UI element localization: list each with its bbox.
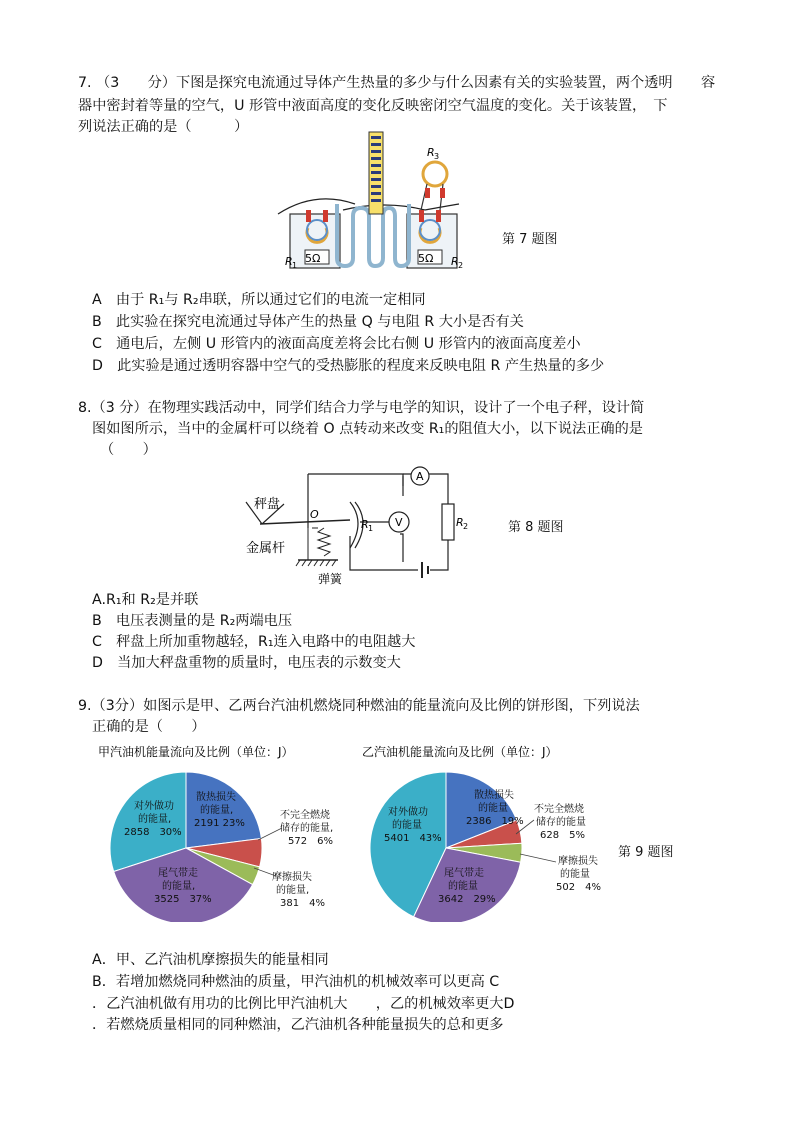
q8-scale-circuit-figure bbox=[238, 462, 474, 588]
pie-jia-label-exhaust-3: 3525 37% bbox=[154, 894, 212, 905]
pie-yi-label-incomplete-2: 储存的能量 bbox=[536, 817, 586, 828]
q8-option-c: C 秤盘上所加重物越轻，R₁连入电路中的电阻越大 bbox=[92, 634, 416, 650]
pie-yi-label-useful-3: 5401 43% bbox=[384, 833, 442, 844]
pie-jia-label-useful-3: 2858 30% bbox=[124, 827, 182, 838]
q8-pivot-label: O bbox=[310, 508, 319, 521]
pie-jia-label-heat-3: 2191 23% bbox=[194, 818, 245, 829]
pie-yi-label-incomplete-3: 628 5% bbox=[540, 830, 585, 841]
pie-yi-label-heat-3: 2386 19% bbox=[466, 816, 524, 827]
pie-yi-label-heat-1: 散热损失 bbox=[474, 790, 514, 801]
pie-yi-label-friction-1: 摩擦损失 bbox=[558, 856, 598, 867]
q7-option-c: C 通电后，左侧 U 形管内的液面高度差将会比右侧 U 形管内的液面高度差小 bbox=[92, 336, 581, 352]
pie-yi-label-useful-2: 的能量 bbox=[392, 820, 422, 831]
q9-stem-line-2: 正确的是（ ） bbox=[92, 719, 206, 735]
q9-figure-caption: 第 9 题图 bbox=[618, 845, 674, 860]
q9-option-a: A．甲、乙汽油机摩擦损失的能量相同 bbox=[92, 952, 329, 968]
q9-pie-chart-jia bbox=[94, 740, 356, 922]
pie-jia-label-exhaust-2: 的能量, bbox=[162, 881, 196, 892]
q8-ammeter-label: A bbox=[416, 470, 424, 483]
q7-right-resistance: 5Ω bbox=[418, 252, 434, 265]
pie-yi-label-useful-1: 对外做功 bbox=[388, 807, 428, 818]
pie-jia-label-incomplete-3: 572 6% bbox=[288, 836, 333, 847]
q7-option-b: B 此实验在探究电流通过导体产生的热量 Q 与电阻 R 大小是否有关 bbox=[92, 314, 524, 330]
q7-stem-line-1: 7. （3 分）下图是探究电流通过导体产生热量的多少与什么因素有关的实验装置，两个透明 容 bbox=[78, 75, 716, 91]
pie-jia-label-incomplete-2: 储存的能量, bbox=[280, 823, 334, 834]
pie-yi-label-incomplete-1: 不完全燃烧 bbox=[534, 804, 584, 815]
q7-r1-label: R bbox=[285, 255, 293, 268]
q7-r3-label: R bbox=[427, 146, 435, 159]
pie-jia-label-useful-2: 的能量, bbox=[138, 814, 172, 825]
q9-pie-jia-title: 甲汽油机能量流向及比例（单位：J） bbox=[98, 745, 294, 759]
pie-jia-label-incomplete-1: 不完全燃烧 bbox=[280, 810, 330, 821]
q8-r2-label: R bbox=[456, 516, 464, 529]
pie-jia-label-friction-1: 摩擦损失 bbox=[272, 872, 312, 883]
q8-option-d: D 当加大秤盘重物的质量时，电压表的示数变大 bbox=[92, 655, 401, 671]
q9-option-c: ．乙汽油机做有用功的比例比甲汽油机大 ，乙的机械效率更大D bbox=[92, 996, 515, 1012]
q8-r1-label: R bbox=[361, 518, 369, 531]
q9-option-d: ．若燃烧质量相同的同种燃油，乙汽油机各种能量损失的总和更多 bbox=[92, 1017, 504, 1033]
q7-stem-line-3: 列说法正确的是（ ） bbox=[78, 119, 249, 135]
pie-jia-label-heat-2: 的能量, bbox=[200, 805, 234, 816]
q7-r2-label: R bbox=[451, 255, 459, 268]
pie-yi-label-exhaust-1: 尾气带走 bbox=[444, 868, 484, 879]
q7-option-a: A 由于 R₁与 R₂串联，所以通过它们的电流一定相同 bbox=[92, 292, 426, 308]
pie-jia-label-useful-1: 对外做功 bbox=[134, 801, 174, 812]
q9-pie-yi-title: 乙汽油机能量流向及比例（单位：J） bbox=[362, 745, 558, 759]
pie-yi-label-exhaust-3: 3642 29% bbox=[438, 894, 496, 905]
q8-option-a: A.R₁和 R₂是并联 bbox=[92, 592, 199, 608]
q7-stem-line-2: 器中密封着等量的空气，U 形管中液面高度的变化反映密闭空气温度的变化。关于该装置， 下 bbox=[78, 98, 668, 114]
q8-figure-caption: 第 8 题图 bbox=[508, 520, 564, 535]
q7-left-resistance: 5Ω bbox=[305, 252, 321, 265]
q9-option-b: B．若增加燃烧同种燃油的质量，甲汽油机的机械效率可以更高 C bbox=[92, 974, 500, 990]
q7-option-d: D 此实验是通过透明容器中空气的受热膨胀的程度来反映电阻 R 产生热量的多少 bbox=[92, 358, 605, 374]
pie-yi-label-friction-3: 502 4% bbox=[556, 882, 601, 893]
q9-pie-chart-yi bbox=[360, 740, 610, 922]
q8-spring-label: 弹簧 bbox=[318, 572, 343, 586]
q8-rod-label: 金属杆 bbox=[246, 541, 286, 556]
q8-option-b: B 电压表测量的是 R₂两端电压 bbox=[92, 613, 293, 629]
q8-pan-label: 秤盘 bbox=[254, 497, 281, 512]
q7-r2-subscript: 2 bbox=[458, 261, 464, 270]
q7-r1-subscript: 1 bbox=[292, 261, 298, 270]
q8-stem-line-2: 图如图所示，当中的金属杆可以绕着 O 点转动来改变 R₁的阻值大小，以下说法正确的是 bbox=[92, 421, 643, 437]
pie-jia-label-exhaust-1: 尾气带走 bbox=[158, 868, 198, 879]
q9-stem-line-1: 9.（3分）如图示是甲、乙两台汽油机燃烧同种燃油的能量流向及比例的饼形图，下列说法 bbox=[78, 698, 640, 714]
q7-r3-subscript: 3 bbox=[434, 152, 440, 161]
pie-yi-label-exhaust-2: 的能量 bbox=[448, 881, 478, 892]
pie-jia-label-heat-1: 散热损失 bbox=[196, 792, 236, 803]
q7-apparatus-figure bbox=[275, 128, 475, 276]
pie-yi-label-friction-2: 的能量 bbox=[560, 869, 590, 880]
pie-jia-label-friction-3: 381 4% bbox=[280, 898, 325, 909]
q8-stem-line-3: （ ） bbox=[100, 442, 157, 458]
q7-figure-caption: 第 7 题图 bbox=[502, 232, 558, 247]
q8-stem-line-1: 8.（3 分）在物理实践活动中，同学们结合力学与电学的知识，设计了一个电子秤，设计简 bbox=[78, 400, 645, 416]
q8-r1-subscript: 1 bbox=[368, 524, 374, 533]
q8-r2-subscript: 2 bbox=[463, 522, 469, 531]
q8-voltmeter-label: V bbox=[395, 516, 403, 529]
pie-yi-label-heat-2: 的能量 bbox=[478, 803, 508, 814]
pie-jia-label-friction-2: 的能量, bbox=[276, 885, 310, 896]
